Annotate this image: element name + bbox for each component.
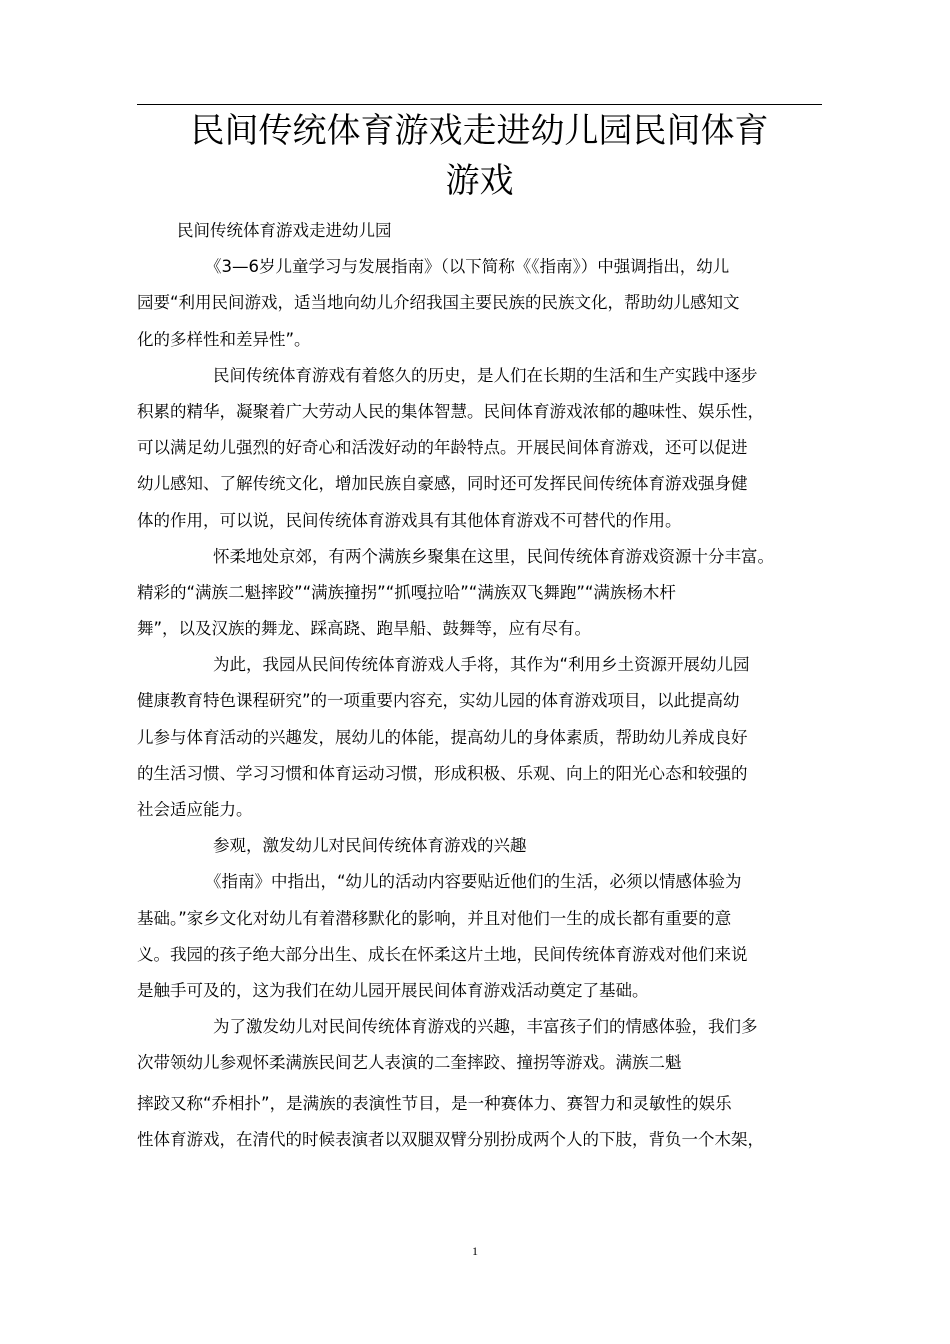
section-subtitle: 民间传统体育游戏走进幼儿园	[177, 221, 392, 240]
paragraph-line: 《3—6岁儿童学习与发展指南》（以下简称《《指南》）中强调指出，幼儿	[205, 257, 730, 277]
paragraph-line: 《指南》中指出，“幼儿的活动内容要贴近他们的生活，必须以情感体验为	[205, 872, 742, 892]
paragraph-line: 义。我园的孩子绝大部分出生、成长在怀柔这片土地，民间传统体育游戏对他们来说	[137, 944, 748, 964]
paragraph-line: 次带领幼儿参观怀柔满族民间艺人表演的二奎摔跤、撞拐等游戏。满族二魁	[137, 1053, 682, 1073]
page-number: 1	[472, 1244, 478, 1258]
paragraph-line: 体的作用，可以说，民间传统体育游戏具有其他体育游戏不可替代的作用。	[137, 510, 682, 530]
paragraph-line: 园要“利用民间游戏，适当地向幼儿介绍我国主要民族的民族文化，帮助幼儿感知文	[137, 293, 740, 313]
paragraph-line: 幼儿感知、了解传统文化，增加民族自豪感，同时还可发挥民间传统体育游戏强身健	[137, 474, 748, 494]
paragraph-line: 是触手可及的，这为我们在幼儿园开展民间体育游戏活动奠定了基础。	[137, 980, 649, 1000]
header-rule	[137, 104, 822, 105]
paragraph-line: 摔跤又称“乔相扑”，是满族的表演性节目，是一种赛体力、赛智力和灵敏性的娱乐	[137, 1093, 732, 1113]
paragraph-line: 怀柔地处京郊，有两个满族乡聚集在这里，民间传统体育游戏资源十分丰富。	[213, 546, 774, 566]
paragraph-line: 基础。”家乡文化对幼儿有着潜移默化的影响，并且对他们一生的成长都有重要的意	[137, 908, 732, 928]
paragraph-line: 儿参与体育活动的兴趣发，展幼儿的体能，提高幼儿的身体素质，帮助幼儿养成良好	[137, 727, 748, 747]
paragraph-line: 化的多样性和差异性”。	[137, 329, 311, 349]
section-heading: 参观，激发幼儿对民间传统体育游戏的兴趣	[213, 836, 527, 856]
paragraph-line: 的生活习惯、学习习惯和体育运动习惯，形成积极、乐观、向上的阳光心态和较强的	[137, 763, 748, 783]
paragraph-line: 精彩的“满族二魁摔跤”“满族撞拐”“抓嘎拉哈”“满族双飞舞跑”“满族杨木杆	[137, 582, 676, 602]
paragraph-line: 民间传统体育游戏有着悠久的历史，是人们在长期的生活和生产实践中逐步	[213, 365, 758, 385]
title-line-1: 民间传统体育游戏走进幼儿园民间体育	[190, 111, 769, 151]
paragraph-line: 可以满足幼儿强烈的好奇心和活泼好动的年龄特点。开展民间体育游戏，还可以促进	[137, 438, 748, 458]
paragraph-line: 舞”，以及汉族的舞龙、踩高跷、跑旱船、鼓舞等，应有尽有。	[137, 619, 592, 639]
document-body	[137, 213, 827, 1158]
paragraph-line: 社会适应能力。	[137, 800, 253, 819]
paragraph-line: 为了激发幼儿对民间传统体育游戏的兴趣，丰富孩子们的情感体验，我们多	[213, 1017, 758, 1037]
paragraph-line: 性体育游戏，在清代的时候表演者以双腿双臂分别扮成两个人的下肢，背负一个木架，	[137, 1129, 764, 1149]
paragraph-line: 为此，我园从民间传统体育游戏人手将，其作为“利用乡土资源开展幼儿园	[213, 655, 750, 675]
paragraph-line: 积累的精华，凝聚着广大劳动人民的集体智慧。民间体育游戏浓郁的趣味性、娱乐性，	[137, 401, 764, 421]
title-line-2: 游戏	[445, 161, 514, 201]
paragraph-line: 健康教育特色课程研究”的一项重要内容充，实幼儿园的体育游戏项目，以此提高幼	[137, 691, 740, 711]
document-title	[137, 106, 822, 206]
